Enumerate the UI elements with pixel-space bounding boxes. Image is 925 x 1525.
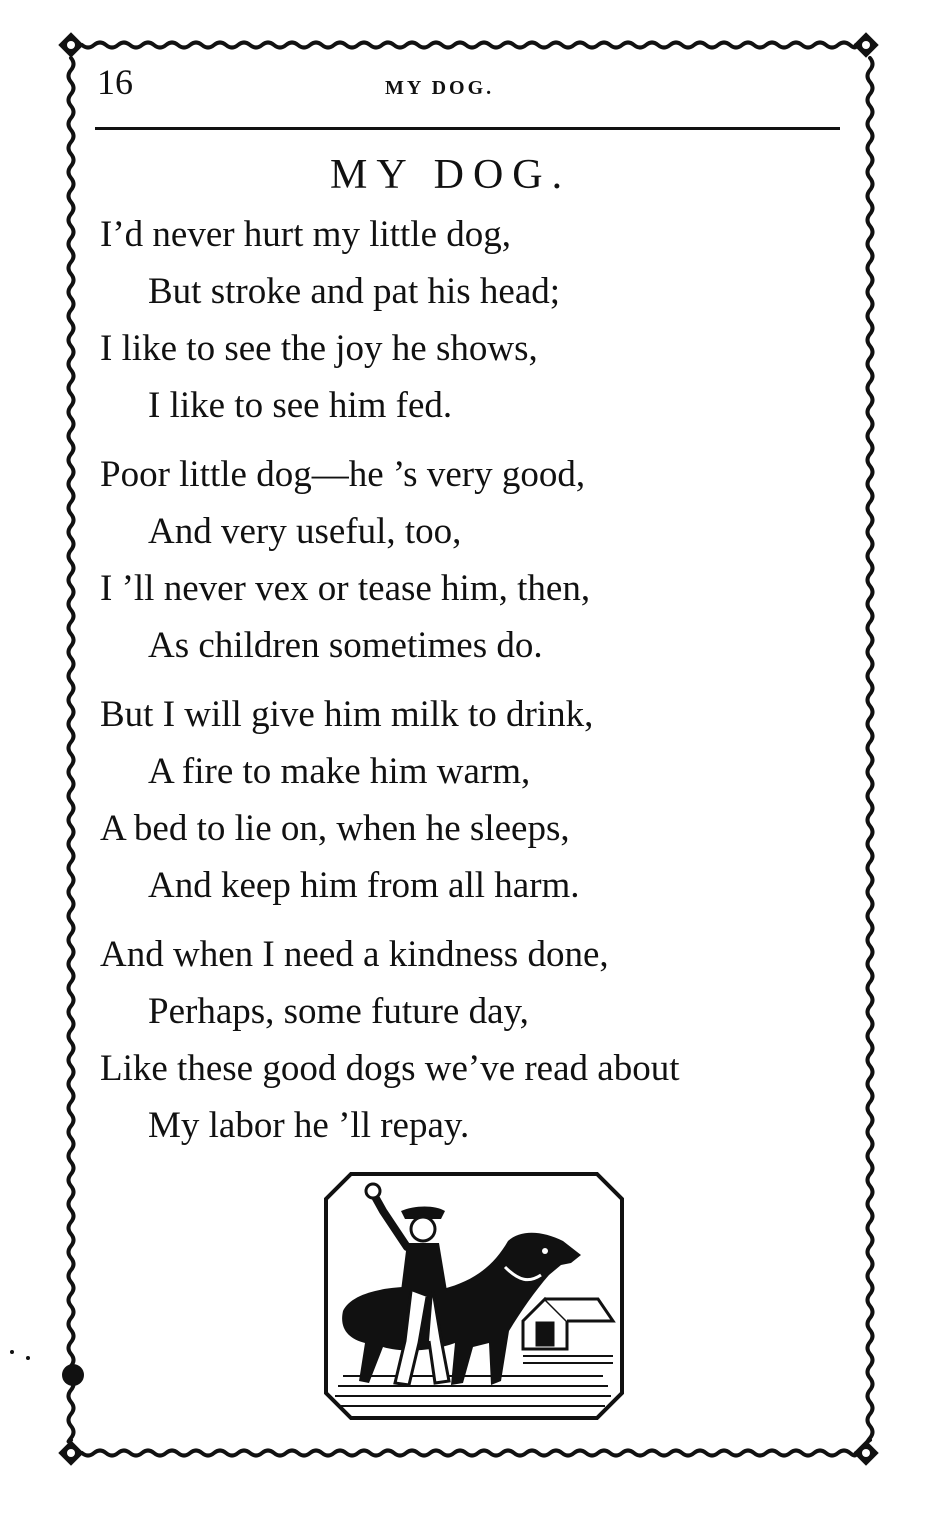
stanza-1 [100, 206, 870, 434]
poem-line: Poor little dog—he ’s very good, [100, 454, 586, 495]
poem-line: I like to see him fed. [148, 385, 453, 426]
ink-speck-icon [26, 1356, 30, 1360]
poem-line: I like to see the joy he shows, [100, 328, 538, 369]
corner-ornament-icon [58, 1440, 83, 1465]
poem-line: A bed to lie on, when he sleeps, [100, 808, 570, 849]
corner-ornament-icon [853, 32, 878, 57]
stanza-2 [100, 446, 870, 674]
poem-line: Like these good dogs we’ve read about [100, 1048, 680, 1089]
poem-line: I’d never hurt my little dog, [100, 214, 512, 255]
poem-line: Perhaps, some future day, [148, 991, 529, 1032]
poem-line: But stroke and pat his head; [148, 271, 561, 312]
stanza-4 [100, 926, 870, 1154]
poem-line: And keep him from all harm. [148, 865, 580, 906]
poem-title: MY DOG. [330, 152, 572, 198]
ink-blot-icon [62, 1364, 84, 1386]
page-number: 16 [97, 62, 133, 102]
poem-line: And very useful, too, [148, 511, 462, 552]
boy-with-dog-woodcut-icon [323, 1171, 625, 1421]
poem-line: And when I need a kindness done, [100, 934, 609, 975]
ink-speck-icon [10, 1350, 14, 1354]
border-bottom [82, 1451, 856, 1456]
header-rule [95, 127, 840, 130]
corner-ornament-icon [58, 32, 83, 57]
poem-line: I ’ll never vex or tease him, then, [100, 568, 591, 609]
poem-line: My labor he ’ll repay. [148, 1105, 470, 1146]
poem-line: A fire to make him warm, [148, 751, 531, 792]
corner-ornament-icon [853, 1440, 878, 1465]
poem-line: But I will give him milk to drink, [100, 694, 594, 735]
running-title: MY DOG. [385, 77, 495, 99]
border-left [69, 58, 74, 1442]
stanza-3 [100, 686, 870, 914]
border-top [82, 43, 856, 48]
poem-line: As children sometimes do. [148, 625, 543, 666]
